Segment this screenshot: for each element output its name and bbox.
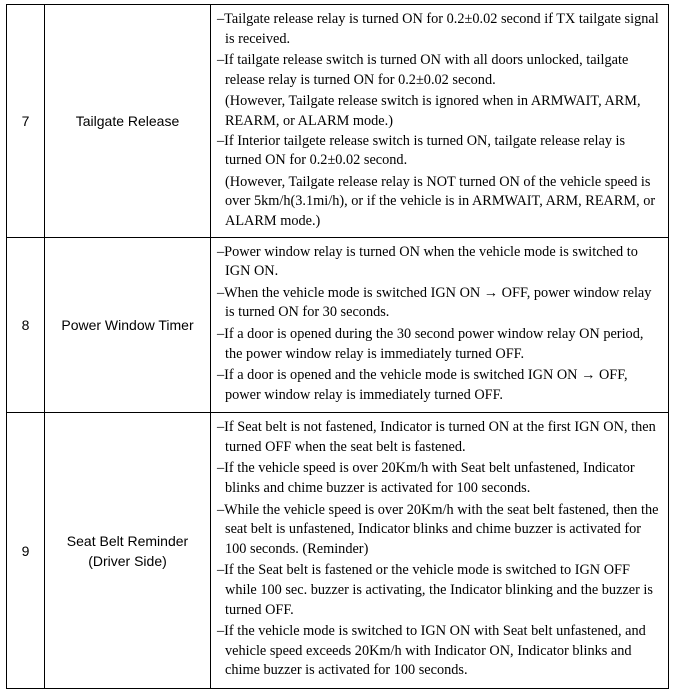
description-item: –If the vehicle mode is switched to IGN ON with Seat belt unfastened, and vehicle speed exceeds 20Km/h with Indicator ON, Indicator blinks and chime buzzer is activated for 100 seconds. <box>217 623 646 679</box>
description-item: –If Interior tailgete release switch is turned ON, tailgate release relay is turned ON for 0.2±0.02 second. <box>217 132 626 169</box>
function-name-line: Power Window Timer <box>61 316 194 333</box>
function-name <box>45 413 211 689</box>
function-description <box>211 5 669 238</box>
description-item: –If a door is opened and the vehicle mode is switched IGN ON → OFF, power window relay is immediately turned OFF. <box>217 367 628 403</box>
function-spec-table <box>6 4 669 689</box>
description-item: –If the Seat belt is fastened or the vehicle mode is switched to IGN OFF while 100 sec. buzzer is activating, the Indicator blinking and the buzzer is turned OFF. <box>217 562 653 618</box>
function-name-line: Tailgate Release <box>75 112 180 129</box>
description-item: –Power window relay is turned ON when the vehicle mode is switched to IGN ON. <box>217 243 638 280</box>
table-row <box>7 5 669 238</box>
function-description <box>211 237 669 413</box>
function-name <box>45 237 211 413</box>
description-item: –If tailgate release switch is turned ON with all doors unlocked, tailgate release relay is turned ON for 0.2±0.02 second. <box>217 52 629 88</box>
function-name-line: (Driver Side) <box>88 552 167 569</box>
row-number: 7 <box>7 5 45 238</box>
function-name-line: Seat Belt Reminder <box>66 532 189 549</box>
table-row <box>7 413 669 689</box>
description-item: –If Seat belt is not fastened, Indicator is turned ON at the first IGN ON, then turned OFF when the seat belt is fastened. <box>217 419 656 455</box>
description-item: –When the vehicle mode is switched IGN ON → OFF, power window relay is turned ON for 30 seconds. <box>217 284 652 321</box>
function-name <box>45 5 211 238</box>
description-note: (However, Tailgate release relay is NOT turned ON of the vehicle speed is over 5km/h(3.1mi/h), or if the vehicle is in ARMWAIT, ARM, REARM, or ALARM mode.) <box>225 173 656 229</box>
description-item: –While the vehicle speed is over 20Km/h with the seat belt fastened, then the seat belt is unfastened, Indicator blinks and chime buzzer is activated for 100 seconds. (Reminder) <box>217 501 659 557</box>
function-description <box>211 413 669 689</box>
description-item: –If the vehicle speed is over 20Km/h with Seat belt unfastened, Indicator blinks and chime buzzer is activated for 100 seconds. <box>217 460 635 497</box>
description-item: –If a door is opened during the 30 second power window relay ON period, the power window relay is immediately turned OFF. <box>217 325 644 362</box>
row-number: 8 <box>7 237 45 413</box>
row-number: 9 <box>7 413 45 689</box>
table-row <box>7 237 669 413</box>
description-note: (However, Tailgate release switch is ignored when in ARMWAIT, ARM, REARM, or ALARM mode.) <box>225 93 641 129</box>
description-item: –Tailgate release relay is turned ON for 0.2±0.02 second if TX tailgate signal is received. <box>217 11 659 47</box>
